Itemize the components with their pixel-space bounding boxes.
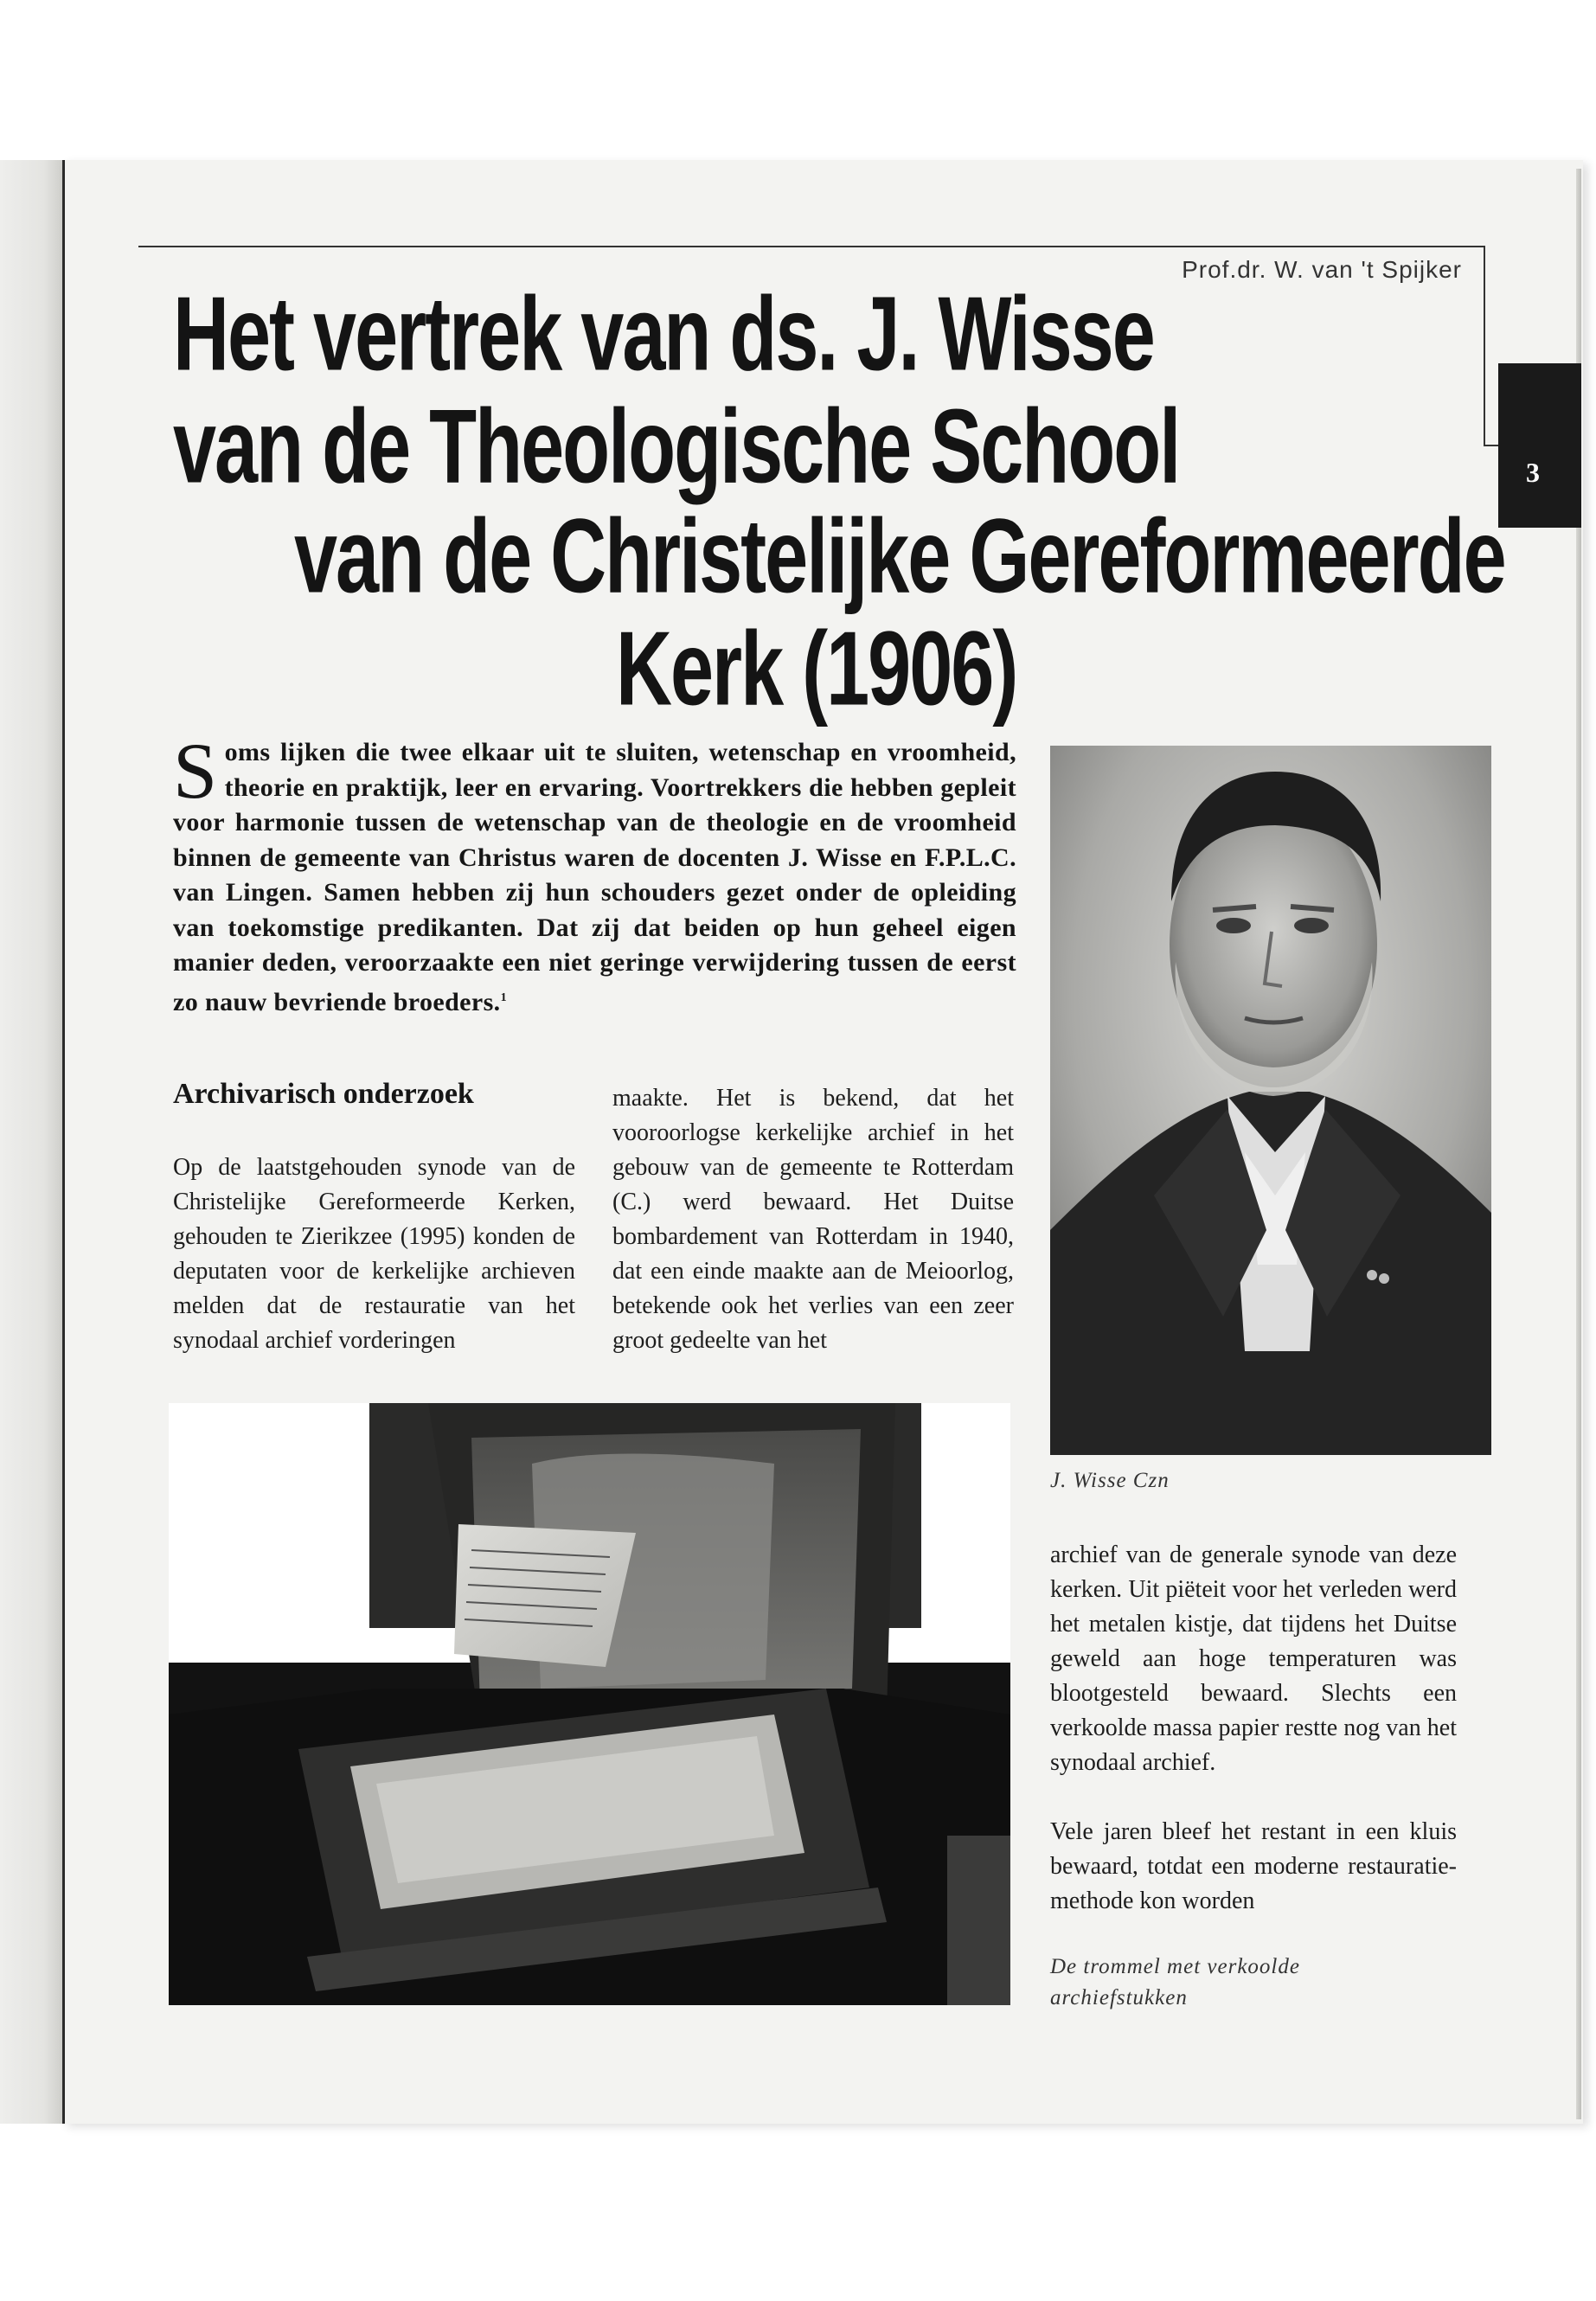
drop-cap: S xyxy=(173,727,218,815)
header-rule xyxy=(138,246,1484,247)
footnote-marker: 1 xyxy=(500,990,507,1004)
author-byline: Prof.dr. W. van 't Spijker xyxy=(1182,256,1462,283)
portrait-photo xyxy=(1050,746,1491,1455)
page-tab xyxy=(1498,363,1581,528)
body-column-2: maakte. Het is bekend, dat het vooroorlogse kerkelijke archief in het gebouw van de gemeente te Rotterdam (C.) werd bewaard. Het Duitse bombardement van Rotterdam in 1940, dat een einde maakte aan de Meioorlog, betekende ook het verlies van een zeer groot gedeelte van het xyxy=(612,1085,1014,1354)
title-line-4: Kerk (1906) xyxy=(616,611,1017,728)
header-rule-vertical xyxy=(1484,246,1485,445)
chest-caption: De trommel met verkoolde archiefstukken xyxy=(1050,1955,1300,2009)
title-line-1: Het vertrek van ds. J. Wisse xyxy=(173,276,1154,394)
body-column-3b: Vele jaren bleef het restant in een kluis bewaard, totdat een moderne restauratie-methode kon worden xyxy=(1050,1818,1457,1914)
portrait-caption: J. Wisse Czn xyxy=(1050,1469,1170,1492)
chest-photo xyxy=(169,1403,1010,2005)
section-heading: Archivarisch onderzoek xyxy=(173,1078,474,1110)
title-line-3: van de Christelijke Gereformeerde xyxy=(294,498,1505,616)
facing-page-edge xyxy=(0,160,62,2124)
body-column-1: Op de laatstgehouden synode van de Christelijke Gereformeerde Kerken, gehouden te Zierikzee (1995) konden de deputaten voor de kerkelijke archieven melden dat de restauratie van het synodaal archief vorderingen xyxy=(173,1154,575,1354)
intro-text: oms lijken die twee elkaar uit te sluiten, wetenschap en vroomheid, theorie en praktijk, leer en ervaring. Voortrekkers die hebben gepleit voor harmonie tussen de wetenschap van de theologie en de vroomheid binnen de gemeente van Christus waren de docenten J. Wisse en F.P.L.C. van Lingen. Samen hebben zij hun schouders gezet onder de opleiding van toekomstige predikanten. Dat zij dat beiden op hun geheel eigen manier deden, veroorzaakte een niet geringe verwijdering tussen de eerst zo nauw bevriende broeders. xyxy=(173,738,1016,1016)
page-number: 3 xyxy=(1526,457,1540,488)
intro-paragraph xyxy=(173,727,1016,1020)
title-line-2: van de Theologische School xyxy=(173,388,1180,506)
body-column-3: archief van de generale synode van deze kerken. Uit piëteit voor het verleden werd het metalen kistje, dat tijdens het Duitse geweld aan hoge temperaturen was blootgesteld bewaard. Slechts een verkoolde massa papier restte nog van het synodaal archief. xyxy=(1050,1541,1457,1776)
